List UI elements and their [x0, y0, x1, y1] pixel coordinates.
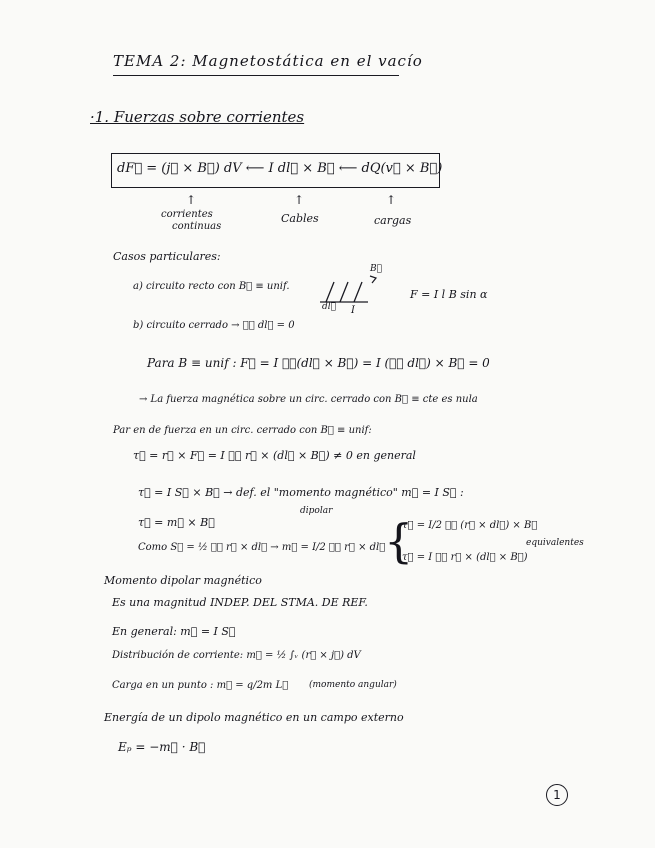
lorentz-formula: dF⃗ = (j⃗ × B⃗) dV ⟵ I dl⃗ × B⃗ ⟵ dQ(v⃗ × B⃗)	[117, 161, 443, 176]
arrow-up-icon: ↑	[386, 193, 397, 207]
general-moment: En general: m⃗ = I S⃗	[112, 625, 236, 638]
diagram-b-label: B⃗	[370, 264, 383, 274]
page-title: TEMA 2: Magnetostática en el vacío	[113, 52, 423, 70]
conclusion-line: → La fuerza magnética sobre un circ. cerrado con B⃗ ≡ cte es nula	[139, 394, 478, 405]
page-number: 1	[546, 784, 568, 806]
label-corrientes: corrientes	[161, 209, 213, 220]
arrow-up-icon: ↑	[294, 193, 305, 207]
brace-line-2: τ⃗ = I ∮꜀ r⃗ × (dl⃗ × B⃗)	[402, 552, 528, 563]
label-continuas: continuas	[172, 221, 222, 232]
torque-moment: τ⃗ = I S⃗ × B⃗ → def. el "momento magnético" m⃗ = I S⃗ :	[138, 486, 464, 499]
label-dipolar: dipolar	[300, 506, 333, 516]
arrow-up-icon: ↑	[186, 193, 197, 207]
caso-a: a) circuito recto con B⃗ ≡ unif.	[133, 281, 290, 292]
para-b-uniform: Para B ≡ unif : F⃗ = I ∮꜀(dl⃗ × B⃗) = I (∮꜀ dl⃗) × B⃗ = 0	[147, 356, 490, 370]
energy-formula: Eₚ = −m⃗ · B⃗	[118, 740, 206, 754]
energy-heading: Energía de un dipolo magnético en un campo externo	[104, 711, 404, 724]
diagram-i-label: I	[351, 305, 355, 316]
section-heading: ·1. Fuerzas sobre corrientes	[90, 108, 305, 126]
caso-b: b) circuito cerrado → ∮꜀ dl⃗ = 0	[133, 320, 295, 331]
point-charge-moment: Carga en un punto : m⃗ = q/2m L⃗	[112, 680, 289, 691]
torque-general: τ⃗ = r⃗ × F⃗ = I ∮꜀ r⃗ × (dl⃗ × B⃗) ≠ 0 en general	[133, 449, 416, 462]
label-momento-angular: (momento angular)	[309, 680, 397, 690]
diagram-dl-label: dl⃗	[322, 302, 337, 312]
momento-dipolar-heading: Momento dipolar magnético	[104, 574, 262, 587]
como-line: Como S⃗ = ½ ∮꜀ r⃗ × dl⃗ → m⃗ = I/2 ∮꜀ r⃗ × dl⃗	[138, 542, 386, 553]
indep-line: Es una magnitud INDEP. DEL STMA. DE REF.	[112, 596, 368, 609]
casos-heading: Casos particulares:	[113, 250, 221, 263]
label-equivalentes: equivalentes	[526, 538, 584, 548]
caso-a-result: F = I l B sin α	[410, 288, 488, 301]
label-cargas: cargas	[374, 214, 412, 227]
title-underline	[113, 75, 399, 76]
distribution-moment: Distribución de corriente: m⃗ = ½ ∫ᵥ (r⃗ × j⃗) dV	[112, 650, 361, 661]
par-heading: Par en de fuerza en un circ. cerrado con B⃗ ≡ unif:	[113, 425, 372, 436]
lorentz-formula-box	[111, 153, 443, 188]
brace-icon: {	[384, 514, 414, 568]
label-cables: Cables	[281, 212, 319, 225]
torque-short: τ⃗ = m⃗ × B⃗	[138, 516, 215, 529]
brace-line-1: τ⃗ = I/2 ∮꜀ (r⃗ × dl⃗) × B⃗	[402, 520, 538, 531]
